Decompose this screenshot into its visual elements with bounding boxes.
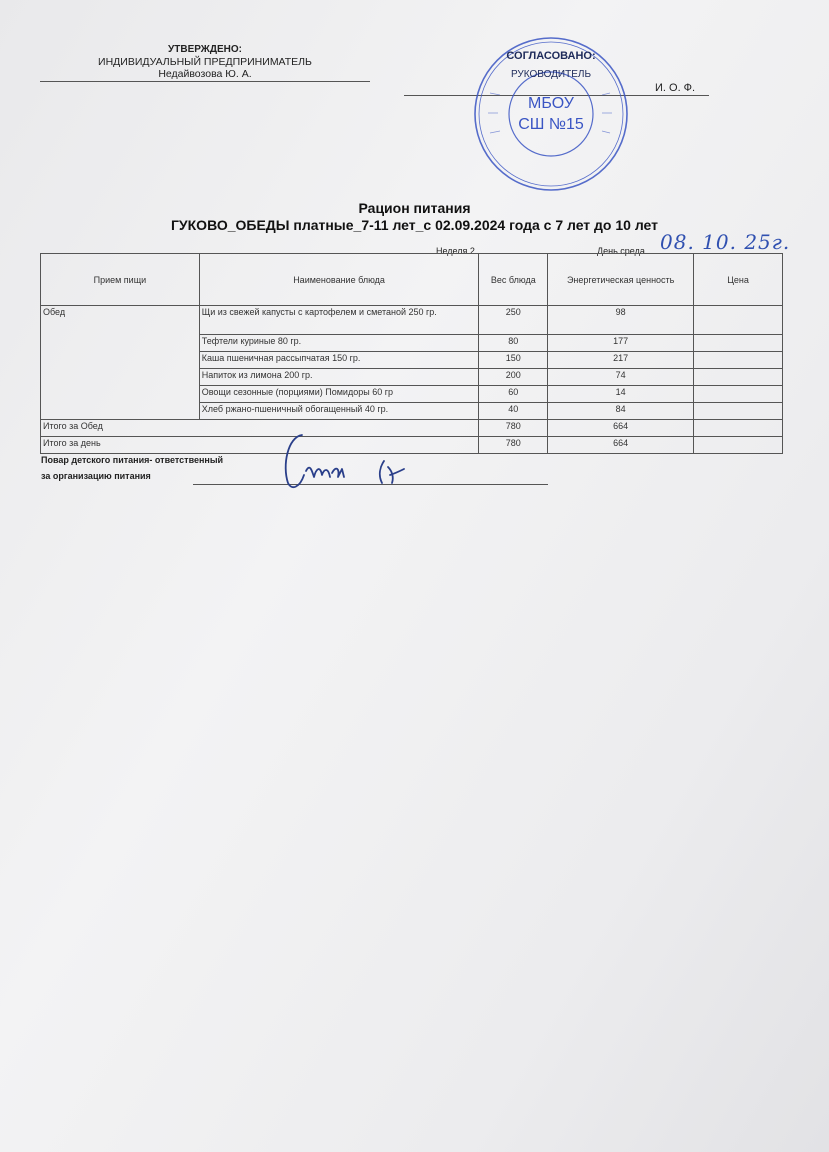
total-meal-energy: 664	[548, 420, 694, 437]
energy-cell: 74	[548, 369, 694, 386]
day-label: День среда	[597, 246, 645, 256]
dish-cell: Каша пшеничная рассыпчатая 150 гр.	[199, 352, 479, 369]
total-day-label: Итого за день	[41, 437, 479, 454]
approved-name: Недайвозова Ю. А.	[40, 68, 370, 82]
document-subtitle: ГУКОВО_ОБЕДЫ платные_7-11 лет_с 02.09.2024 года с 7 лет до 10 лет	[170, 217, 659, 233]
approved-position: ИНДИВИДУАЛЬНЫЙ ПРЕДПРИНИМАТЕЛЬ	[98, 56, 312, 68]
stamp-center-line1: МБОУ	[528, 95, 574, 112]
approved-heading: УТВЕРЖДЕНО:	[168, 44, 242, 55]
table-header-row	[41, 254, 783, 306]
total-day-energy: 664	[548, 437, 694, 454]
price-cell	[694, 403, 783, 420]
stamp-agreed-position: РУКОВОДИТЕЛЬ	[510, 69, 592, 80]
week-label: Неделя 2	[436, 246, 475, 256]
document-title: Рацион питания	[358, 200, 471, 216]
weight-cell: 250	[479, 306, 548, 335]
price-cell	[694, 306, 783, 335]
stamp-center-line2: СШ №15	[518, 116, 584, 133]
energy-cell: 98	[548, 306, 694, 335]
meal-cell: Обед	[41, 306, 200, 420]
weight-cell: 200	[479, 369, 548, 386]
handwritten-date: 08. 10. 25г.	[660, 230, 791, 254]
dish-cell: Хлеб ржано-пшеничный обогащенный 40 гр.	[199, 403, 479, 420]
total-meal-price	[694, 420, 783, 437]
weight-cell: 60	[479, 386, 548, 403]
total-day-price	[694, 437, 783, 454]
header-energy: Энергетическая ценность	[548, 254, 694, 306]
header-dish: Наименование блюда	[199, 254, 479, 306]
price-cell	[694, 352, 783, 369]
dish-cell: Овощи сезонные (порциями) Помидоры 60 гр	[199, 386, 479, 403]
footer-line1: Повар детского питания- ответственный	[41, 455, 224, 465]
total-meal-weight: 780	[479, 420, 548, 437]
price-cell	[694, 335, 783, 352]
header-meal: Прием пищи	[41, 254, 200, 306]
header-price: Цена	[694, 254, 783, 306]
weight-cell: 80	[479, 335, 548, 352]
menu-table	[40, 253, 783, 454]
energy-cell: 217	[548, 352, 694, 369]
price-cell	[694, 369, 783, 386]
dish-cell: Щи из свежей капусты с картофелем и сметаной 250 гр.	[199, 306, 479, 335]
total-day-weight: 780	[479, 437, 548, 454]
energy-cell: 177	[548, 335, 694, 352]
stamp-agreed-heading: СОГЛАСОВАНО:	[506, 50, 596, 62]
table-row	[41, 306, 783, 335]
official-stamp	[470, 33, 632, 195]
agreed-fio: И. О. Ф.	[655, 82, 696, 94]
energy-cell: 14	[548, 386, 694, 403]
price-cell	[694, 386, 783, 403]
header-weight: Вес блюда	[479, 254, 548, 306]
energy-cell: 84	[548, 403, 694, 420]
approved-block	[40, 44, 370, 82]
total-meal-label: Итого за Обед	[41, 420, 479, 437]
weight-cell: 40	[479, 403, 548, 420]
dish-cell: Напиток из лимона 200 гр.	[199, 369, 479, 386]
dish-cell: Тефтели куриные 80 гр.	[199, 335, 479, 352]
responsible-cook-label	[41, 452, 223, 484]
weight-cell: 150	[479, 352, 548, 369]
footer-line2: за организацию питания	[41, 471, 151, 481]
handwritten-signature	[280, 425, 430, 495]
